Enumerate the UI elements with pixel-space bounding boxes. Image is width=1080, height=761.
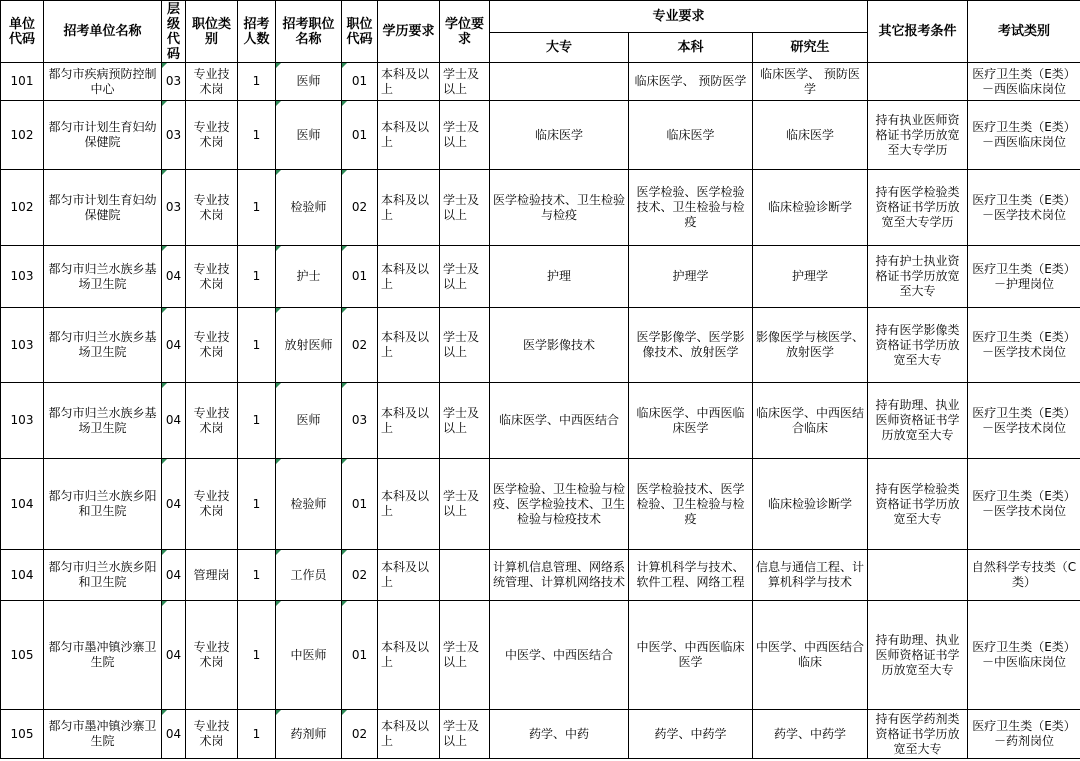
cell-post-name: 护士 (276, 246, 342, 308)
cell-level-code: 04 (162, 710, 186, 759)
cell-post-type: 专业技术岗 (186, 710, 238, 759)
cell-education: 本科及以上 (378, 601, 440, 710)
cell-bachelor-major: 中医学、中西医临床医学 (629, 601, 753, 710)
cell-junior-college-major: 医学检验、卫生检验与检疫、医学检验技术、卫生检验与检疫技术 (490, 459, 629, 550)
cell-bachelor-major: 临床医学、中西医临床医学 (629, 383, 753, 459)
cell-post-type: 专业技术岗 (186, 601, 238, 710)
table-row (1, 550, 1080, 601)
cell-junior-college-major: 药学、中药 (490, 710, 629, 759)
cell-graduate-major: 中医学、中西医结合临床 (753, 601, 868, 710)
cell-bachelor-major: 临床医学、 预防医学 (629, 63, 753, 101)
cell-unit-name: 都匀市归兰水族乡阳和卫生院 (44, 550, 162, 601)
cell-bachelor-major: 药学、中药学 (629, 710, 753, 759)
cell-education: 本科及以上 (378, 170, 440, 246)
table-row (1, 170, 1080, 246)
cell-post-code: 02 (342, 308, 378, 383)
header-post-code: 职位代码 (342, 1, 378, 63)
header-graduate: 研究生 (753, 33, 868, 63)
cell-unit-name: 都匀市归兰水族乡阳和卫生院 (44, 459, 162, 550)
cell-unit-name: 都匀市墨冲镇沙寨卫生院 (44, 601, 162, 710)
cell-exam-category: 医疗卫生类（E类）－医学技术岗位 (968, 170, 1080, 246)
cell-degree: 学士及以上 (440, 383, 490, 459)
cell-count: 1 (238, 710, 276, 759)
cell-unit-code: 105 (1, 710, 44, 759)
cell-degree: 学士及以上 (440, 246, 490, 308)
cell-degree: 学士及以上 (440, 710, 490, 759)
cell-exam-category: 医疗卫生类（E类）－西医临床岗位 (968, 101, 1080, 170)
cell-post-name: 医师 (276, 63, 342, 101)
cell-level-code: 04 (162, 308, 186, 383)
cell-exam-category: 医疗卫生类（E类）－医学技术岗位 (968, 459, 1080, 550)
cell-post-name: 医师 (276, 101, 342, 170)
cell-count: 1 (238, 170, 276, 246)
cell-exam-category: 医疗卫生类（E类）－药剂岗位 (968, 710, 1080, 759)
cell-post-code: 01 (342, 459, 378, 550)
cell-other-conditions: 持有护士执业资格证书学历放宽至大专 (868, 246, 968, 308)
cell-unit-name: 都匀市疾病预防控制中心 (44, 63, 162, 101)
cell-graduate-major: 临床医学、 预防医学 (753, 63, 868, 101)
header-education: 学历要求 (378, 1, 440, 63)
cell-other-conditions: 持有医学药剂类资格证书学历放宽至大专 (868, 710, 968, 759)
cell-level-code: 03 (162, 170, 186, 246)
cell-unit-code: 104 (1, 459, 44, 550)
cell-degree: 学士及以上 (440, 308, 490, 383)
cell-post-name: 药剂师 (276, 710, 342, 759)
cell-junior-college-major: 临床医学 (490, 101, 629, 170)
cell-other-conditions: 持有助理、执业医师资格证书学历放宽至大专 (868, 383, 968, 459)
cell-post-code: 02 (342, 170, 378, 246)
cell-post-type: 专业技术岗 (186, 63, 238, 101)
cell-unit-code: 103 (1, 383, 44, 459)
cell-degree: 学士及以上 (440, 601, 490, 710)
table-row (1, 63, 1080, 101)
cell-unit-code: 105 (1, 601, 44, 710)
cell-junior-college-major: 临床医学、中西医结合 (490, 383, 629, 459)
cell-graduate-major: 护理学 (753, 246, 868, 308)
cell-level-code: 04 (162, 383, 186, 459)
cell-bachelor-major: 医学检验技术、医学检验、卫生检验与检疫 (629, 459, 753, 550)
header-bachelor: 本科 (629, 33, 753, 63)
cell-post-code: 02 (342, 710, 378, 759)
cell-bachelor-major: 计算机科学与技术、软件工程、网络工程 (629, 550, 753, 601)
cell-post-type: 管理岗 (186, 550, 238, 601)
cell-level-code: 03 (162, 63, 186, 101)
cell-other-conditions: 持有助理、执业医师资格证书学历放宽至大专 (868, 601, 968, 710)
cell-count: 1 (238, 246, 276, 308)
cell-education: 本科及以上 (378, 459, 440, 550)
cell-post-code: 01 (342, 246, 378, 308)
header-junior-college: 大专 (490, 33, 629, 63)
cell-unit-code: 101 (1, 63, 44, 101)
header-level-code: 层级代码 (162, 1, 186, 63)
cell-bachelor-major: 医学检验、医学检验技术、卫生检验与检疫 (629, 170, 753, 246)
cell-degree: 学士及以上 (440, 101, 490, 170)
cell-unit-name: 都匀市归兰水族乡基场卫生院 (44, 308, 162, 383)
cell-post-code: 01 (342, 101, 378, 170)
cell-unit-name: 都匀市墨冲镇沙寨卫生院 (44, 710, 162, 759)
cell-count: 1 (238, 101, 276, 170)
cell-other-conditions: 持有医学影像类资格证书学历放宽至大专 (868, 308, 968, 383)
cell-level-code: 04 (162, 459, 186, 550)
cell-degree (440, 550, 490, 601)
cell-unit-code: 103 (1, 246, 44, 308)
header-other-conditions: 其它报考条件 (868, 1, 968, 63)
cell-exam-category: 自然科学专技类（C类） (968, 550, 1080, 601)
cell-degree: 学士及以上 (440, 459, 490, 550)
cell-count: 1 (238, 459, 276, 550)
header-count: 招考人数 (238, 1, 276, 63)
cell-post-type: 专业技术岗 (186, 308, 238, 383)
cell-post-name: 放射医师 (276, 308, 342, 383)
cell-bachelor-major: 护理学 (629, 246, 753, 308)
cell-other-conditions (868, 63, 968, 101)
cell-exam-category: 医疗卫生类（E类）－医学技术岗位 (968, 383, 1080, 459)
cell-count: 1 (238, 63, 276, 101)
cell-post-type: 专业技术岗 (186, 101, 238, 170)
cell-junior-college-major (490, 63, 629, 101)
cell-education: 本科及以上 (378, 246, 440, 308)
cell-exam-category: 医疗卫生类（E类）－西医临床岗位 (968, 63, 1080, 101)
cell-exam-category: 医疗卫生类（E类）－医学技术岗位 (968, 308, 1080, 383)
cell-post-name: 检验师 (276, 170, 342, 246)
table-row (1, 101, 1080, 170)
cell-bachelor-major: 医学影像学、医学影像技术、放射医学 (629, 308, 753, 383)
cell-level-code: 04 (162, 550, 186, 601)
table-row (1, 308, 1080, 383)
cell-graduate-major: 临床医学 (753, 101, 868, 170)
cell-junior-college-major: 中医学、中西医结合 (490, 601, 629, 710)
cell-graduate-major: 信息与通信工程、计算机科学与技术 (753, 550, 868, 601)
table-row (1, 246, 1080, 308)
cell-bachelor-major: 临床医学 (629, 101, 753, 170)
cell-unit-code: 102 (1, 170, 44, 246)
cell-post-type: 专业技术岗 (186, 383, 238, 459)
cell-junior-college-major: 医学检验技术、卫生检验与检疫 (490, 170, 629, 246)
cell-other-conditions: 持有医学检验类资格证书学历放宽至大专学历 (868, 170, 968, 246)
cell-other-conditions: 持有医学检验类资格证书学历放宽至大专 (868, 459, 968, 550)
cell-graduate-major: 影像医学与核医学、放射医学 (753, 308, 868, 383)
cell-education: 本科及以上 (378, 101, 440, 170)
cell-post-type: 专业技术岗 (186, 246, 238, 308)
cell-exam-category: 医疗卫生类（E类）－中医临床岗位 (968, 601, 1080, 710)
cell-unit-name: 都匀市归兰水族乡基场卫生院 (44, 246, 162, 308)
cell-junior-college-major: 护理 (490, 246, 629, 308)
cell-post-code: 02 (342, 550, 378, 601)
cell-count: 1 (238, 308, 276, 383)
cell-unit-name: 都匀市计划生育妇幼保健院 (44, 101, 162, 170)
cell-unit-name: 都匀市计划生育妇幼保健院 (44, 170, 162, 246)
cell-exam-category: 医疗卫生类（E类）－护理岗位 (968, 246, 1080, 308)
cell-other-conditions (868, 550, 968, 601)
cell-unit-code: 102 (1, 101, 44, 170)
header-major-requirements: 专业要求 (490, 1, 868, 33)
cell-degree: 学士及以上 (440, 63, 490, 101)
cell-unit-code: 103 (1, 308, 44, 383)
cell-unit-name: 都匀市归兰水族乡基场卫生院 (44, 383, 162, 459)
cell-post-code: 01 (342, 601, 378, 710)
header-post-name: 招考职位名称 (276, 1, 342, 63)
header-exam-category: 考试类别 (968, 1, 1080, 63)
cell-level-code: 04 (162, 246, 186, 308)
cell-level-code: 04 (162, 601, 186, 710)
cell-post-type: 专业技术岗 (186, 459, 238, 550)
cell-graduate-major: 药学、中药学 (753, 710, 868, 759)
header-post-type: 职位类别 (186, 1, 238, 63)
cell-junior-college-major: 计算机信息管理、网络系统管理、计算机网络技术 (490, 550, 629, 601)
cell-education: 本科及以上 (378, 308, 440, 383)
header-unit-name: 招考单位名称 (44, 1, 162, 63)
cell-degree: 学士及以上 (440, 170, 490, 246)
cell-graduate-major: 临床医学、中西医结合临床 (753, 383, 868, 459)
header-degree: 学位要求 (440, 1, 490, 63)
cell-post-name: 检验师 (276, 459, 342, 550)
cell-post-name: 工作员 (276, 550, 342, 601)
cell-unit-code: 104 (1, 550, 44, 601)
cell-education: 本科及以上 (378, 63, 440, 101)
cell-graduate-major: 临床检验诊断学 (753, 170, 868, 246)
cell-post-code: 03 (342, 383, 378, 459)
cell-post-name: 中医师 (276, 601, 342, 710)
cell-education: 本科及以上 (378, 550, 440, 601)
cell-count: 1 (238, 601, 276, 710)
cell-post-name: 医师 (276, 383, 342, 459)
table-row (1, 601, 1080, 710)
cell-count: 1 (238, 550, 276, 601)
cell-graduate-major: 临床检验诊断学 (753, 459, 868, 550)
cell-education: 本科及以上 (378, 383, 440, 459)
cell-level-code: 03 (162, 101, 186, 170)
table-row (1, 459, 1080, 550)
cell-post-code: 01 (342, 63, 378, 101)
table-row (1, 383, 1080, 459)
cell-junior-college-major: 医学影像技术 (490, 308, 629, 383)
cell-education: 本科及以上 (378, 710, 440, 759)
cell-other-conditions: 持有执业医师资格证书学历放宽至大专学历 (868, 101, 968, 170)
cell-count: 1 (238, 383, 276, 459)
header-unit-code: 单位代码 (1, 1, 44, 63)
table-row (1, 710, 1080, 759)
cell-post-type: 专业技术岗 (186, 170, 238, 246)
